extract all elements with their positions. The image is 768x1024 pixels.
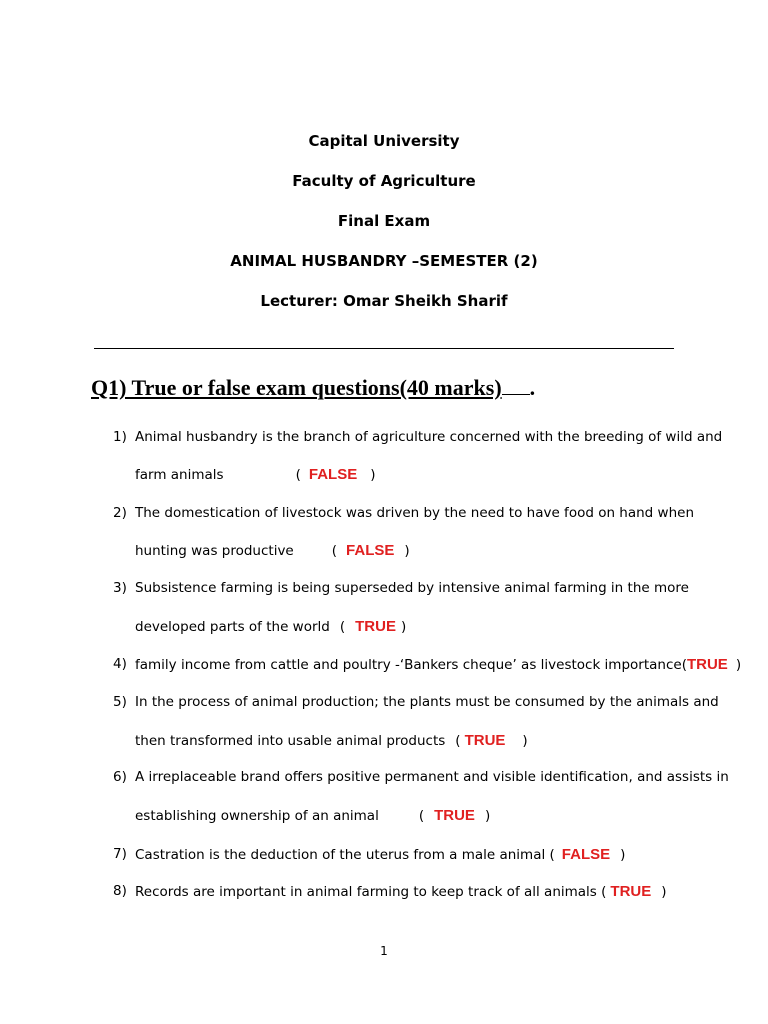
item-7-line1: Castration is the deduction of the uterus from a male animal (	[135, 847, 555, 863]
item-1-line2-row	[135, 466, 375, 483]
item-7-number: 7)	[113, 846, 127, 862]
item-7-close-paren: )	[620, 847, 626, 863]
question-title-text: Q1) True or false exam questions(40 marks)	[91, 375, 502, 400]
item-2-line2: hunting was productive	[135, 543, 294, 559]
page-number: 1	[380, 944, 388, 958]
item-6-line2: establishing ownership of an animal	[135, 808, 379, 824]
university-name: Capital University	[308, 132, 460, 150]
item-2-answer: FALSE	[346, 542, 395, 559]
item-5-close-paren: )	[522, 733, 528, 749]
item-1-open-paren: (	[295, 467, 301, 483]
item-1-answer: FALSE	[308, 466, 358, 483]
item-8-answer: TRUE	[610, 883, 652, 900]
item-1-line1: Animal husbandry is the branch of agriculture concerned with the breeding of wild and	[135, 429, 723, 445]
item-4-row	[135, 656, 741, 673]
item-5-line1: In the process of animal production; the plants must be consumed by the animals and	[135, 694, 719, 710]
item-6-open-paren: (	[418, 808, 425, 824]
question-title	[91, 374, 535, 401]
separator-line	[94, 348, 674, 349]
item-5-line2: then transformed into usable animal products	[135, 733, 446, 749]
item-3-line2-row	[135, 618, 406, 635]
item-6-line1: A irreplaceable brand offers positive permanent and visible identification, and assists in	[135, 769, 729, 785]
item-5-line2-row	[135, 732, 528, 749]
item-6-answer: TRUE	[434, 807, 475, 824]
item-1-line2: farm animals	[135, 467, 224, 483]
item-8-close-paren: )	[661, 884, 667, 900]
item-7-row	[135, 846, 625, 863]
item-8-line1: Records are important in animal farming to keep track of all animals (	[135, 884, 607, 900]
item-5-answer: TRUE	[464, 732, 506, 749]
item-4-answer: TRUE	[686, 656, 728, 673]
item-1-number: 1)	[113, 429, 127, 445]
item-2-line2-row	[135, 542, 410, 559]
item-6-number: 6)	[113, 769, 127, 785]
item-8-row	[135, 883, 667, 900]
title-underline-gap	[502, 374, 530, 395]
item-4-line1: family income from cattle and poultry -‘Bankers cheque’ as livestock importance(	[135, 657, 687, 673]
course-title: ANIMAL HUSBANDRY –SEMESTER (2)	[230, 252, 538, 270]
item-2-close-paren: )	[404, 543, 410, 559]
item-4-number: 4)	[113, 656, 127, 672]
lecturer-name: Lecturer: Omar Sheikh Sharif	[260, 292, 508, 310]
item-3-line2: developed parts of the world	[135, 619, 330, 635]
item-3-answer: TRUE	[355, 618, 396, 635]
item-3-number: 3)	[113, 580, 127, 596]
item-2-line1: The domestication of livestock was driven by the need to have food on hand when	[135, 505, 695, 521]
exam-title: Final Exam	[337, 212, 431, 230]
item-6-close-paren: )	[484, 808, 491, 824]
item-4-close-paren: )	[735, 657, 742, 673]
item-7-answer: FALSE	[561, 846, 611, 863]
faculty-name: Faculty of Agriculture	[292, 172, 476, 190]
item-5-open-paren: (	[455, 733, 461, 749]
item-8-number: 8)	[113, 883, 127, 899]
item-1-close-paren: )	[370, 467, 376, 483]
item-2-number: 2)	[113, 505, 127, 521]
item-3-line1: Subsistence farming is being superseded by intensive animal farming in the more	[135, 580, 689, 596]
item-3-close-paren: )	[400, 619, 407, 635]
item-6-line2-row	[135, 807, 490, 824]
item-2-open-paren: (	[331, 543, 338, 559]
item-5-number: 5)	[113, 694, 127, 710]
question-title-end: .	[529, 375, 536, 400]
item-3-open-paren: (	[339, 619, 346, 635]
